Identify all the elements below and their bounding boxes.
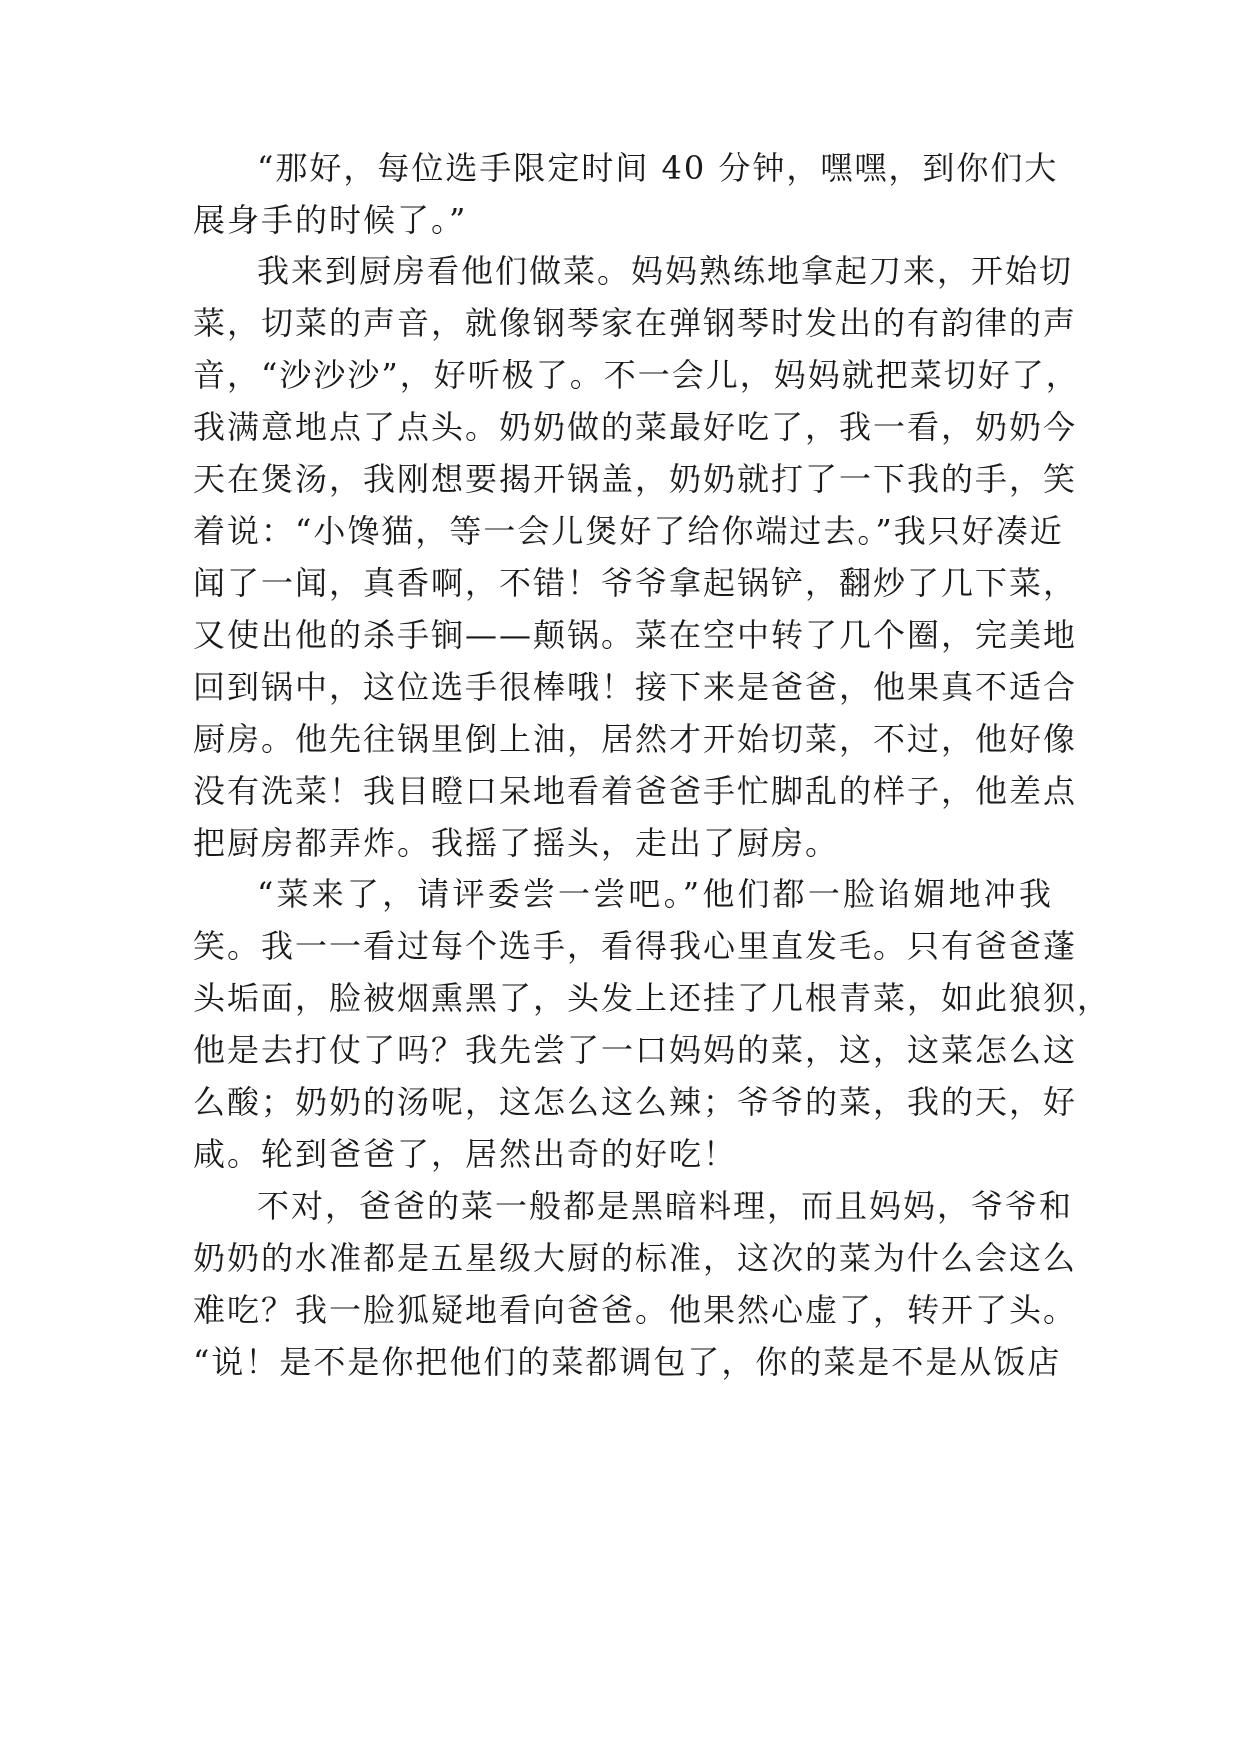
text-line: 我满意地点了点头。奶奶做的菜最好吃了，我一看，奶奶今 [193, 408, 1078, 446]
text-line: 不对，爸爸的菜一般都是黑暗料理，而且妈妈，爷爷和 [257, 1187, 1074, 1225]
text-line: 么酸；奶奶的汤呢，这怎么这么辣；爷爷的菜，我的天，好 [193, 1083, 1078, 1121]
text-line: “说！是不是你把他们的菜都调包了，你的菜是不是从饭店 [193, 1343, 1062, 1381]
text-line: 笑。我一一看过每个选手，看得我心里直发毛。只有爸爸蓬 [193, 927, 1078, 965]
text-line: 咸。轮到爸爸了，居然出奇的好吃！ [193, 1135, 738, 1173]
text-line: 菜，切菜的声音，就像钢琴家在弹钢琴时发出的有韵律的声 [193, 304, 1078, 342]
text-line: 音，“沙沙沙”，好听极了。不一会儿，妈妈就把菜切好了， [193, 356, 1080, 394]
text-line: 他是去打仗了吗？我先尝了一口妈妈的菜，这，这菜怎么这 [193, 1031, 1078, 1069]
text-line: 闻了一闻，真香啊，不错！爷爷拿起锅铲，翻炒了几下菜， [193, 564, 1078, 602]
text-line: 头垢面，脸被烟熏黑了，头发上还挂了几根青菜，如此狼狈， [193, 979, 1112, 1017]
text-line: 着说：“小馋猫，等一会儿煲好了给你端过去。”我只好凑近 [193, 512, 1064, 550]
text-line: 难吃？我一脸狐疑地看向爸爸。他果然心虚了，转开了头。 [193, 1291, 1078, 1329]
text-line: “那好，每位选手限定时间 40 分钟，嘿嘿，到你们大 [257, 149, 1059, 187]
text-line: 展身手的时候了。” [193, 201, 468, 239]
text-line: “菜来了，请评委尝一尝吧。”他们都一脸谄媚地冲我 [257, 875, 1053, 913]
text-line: 又使出他的杀手锏——颠锅。菜在空中转了几个圈，完美地 [193, 616, 1078, 654]
text-line: 我来到厨房看他们做菜。妈妈熟练地拿起刀来，开始切 [257, 252, 1074, 290]
text-line: 奶奶的水准都是五星级大厨的标准，这次的菜为什么会这么 [193, 1239, 1078, 1277]
text-line: 厨房。他先往锅里倒上油，居然才开始切菜，不过，他好像 [193, 720, 1078, 758]
text-line: 没有洗菜！我目瞪口呆地看着爸爸手忙脚乱的样子，他差点 [193, 772, 1078, 810]
text-line: 把厨房都弄炸。我摇了摇头，走出了厨房。 [193, 824, 840, 862]
text-line: 天在煲汤，我刚想要揭开锅盖，奶奶就打了一下我的手，笑 [193, 460, 1078, 498]
text-line: 回到锅中，这位选手很棒哦！接下来是爸爸，他果真不适合 [193, 668, 1078, 706]
